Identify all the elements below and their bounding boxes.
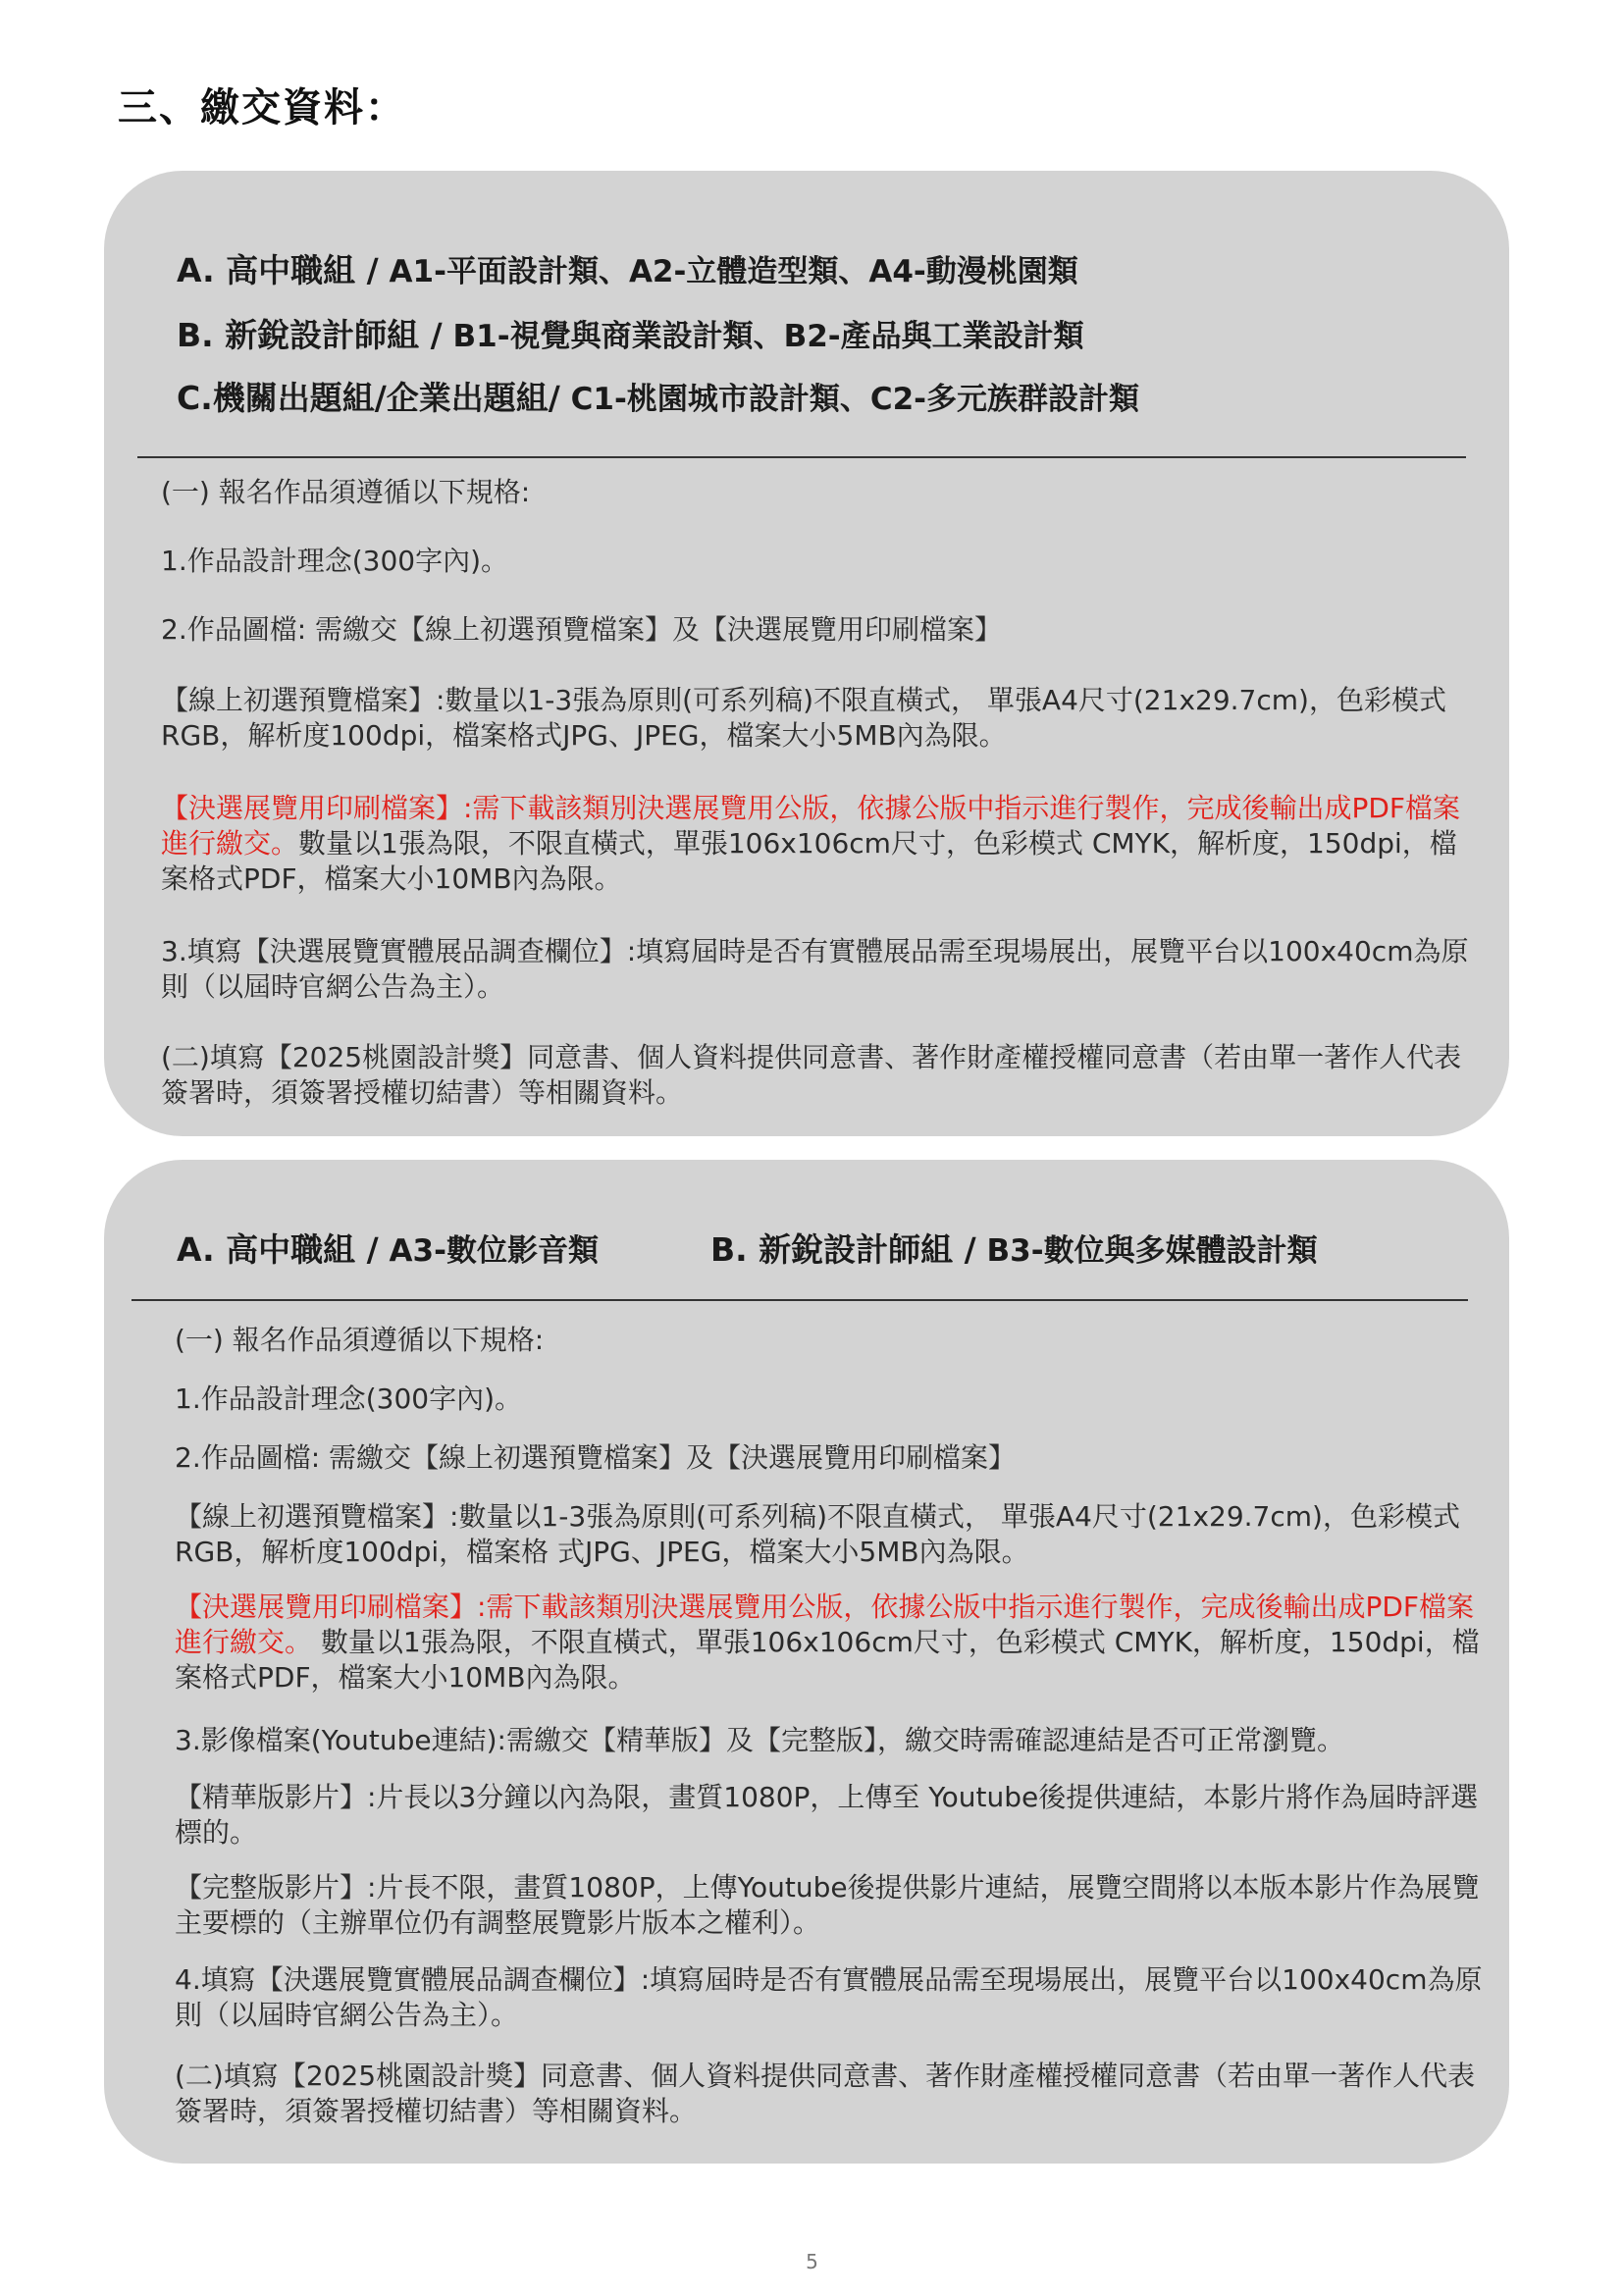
group-c-name: C.機關出題組/企業出題組/ bbox=[177, 379, 560, 417]
page-number: 5 bbox=[806, 2250, 818, 2273]
group-a-categories: A1-平面設計類、A2-立體造型類、A4-動漫桃園類 bbox=[378, 254, 1078, 289]
online-preview-spec: 【線上初選預覽檔案】:數量以1-3張為原則(可系列稿)不限直橫式， 單張A4尺寸(21x29.7cm)，色彩模式RGB，解析度100dpi，檔案格 式JPG、JPEG，檔案大小5MB內為限。 bbox=[175, 1500, 1460, 1568]
online-preview-spec: 【線上初選預覽檔案】:數量以1-3張為原則(可系列稿)不限直橫式， 單張A4尺寸(21x29.7cm)，色彩模式RGB，解析度100dpi，檔案格式JPG、JPEG，檔案大小5MB內為限。 bbox=[161, 684, 1446, 752]
group-b-name: B. 新銳設計師組 / bbox=[710, 1230, 976, 1269]
print-file-spec bbox=[161, 791, 1481, 897]
print-file-details: 數量以1張為限，不限直橫式，單張106x106cm尺寸，色彩模式 CMYK，解析度，150dpi，檔案格式PDF，檔案大小10MB內為限。 bbox=[175, 1626, 1480, 1694]
group-a-header bbox=[177, 245, 1078, 291]
group-a-name: A. 高中職組 / bbox=[177, 1230, 379, 1269]
group-b-categories: B1-視覺與商業設計類、B2-產品與工業設計類 bbox=[442, 319, 1084, 354]
item-consent-forms: (二)填寫【2025桃園設計獎】同意書、個人資料提供同意書、著作財產權授權同意書（若由單一著作人代表簽署時，須簽署授權切結書）等相關資料。 bbox=[175, 2060, 1476, 2127]
group-a-header bbox=[177, 1225, 599, 1271]
print-file-notice: 【決選展覽用印刷檔案】:需下載該類別決選展覽用公版，依據公版中指示進行製作，完成後輸出成PDF檔案進行繳交。 bbox=[175, 1591, 1474, 1658]
group-c-header bbox=[177, 373, 1139, 419]
page-title: 三、繳交資料： bbox=[118, 85, 406, 130]
group-b-name: B. 新銳設計師組 / bbox=[177, 316, 443, 354]
divider bbox=[131, 1299, 1468, 1301]
group-c-categories: C1-桃園城市設計類、C2-多元族群設計類 bbox=[559, 382, 1140, 417]
item-exhibit-survey: 3.填寫【決選展覽實體展品調查欄位】:填寫屆時是否有實體展品需至現場展出，展覽平台以100x40cm為原則（以屆時官網公告為主）。 bbox=[161, 935, 1469, 1003]
item-concept: 1.作品設計理念(300字內)。 bbox=[175, 1383, 523, 1415]
print-file-spec bbox=[175, 1590, 1494, 1696]
item-consent-forms: (二)填寫【2025桃園設計獎】同意書、個人資料提供同意書、著作財產權授權同意書（若由單一著作人代表簽署時，須簽署授權切結書）等相關資料。 bbox=[161, 1041, 1462, 1109]
submission-panel-digital bbox=[104, 1160, 1509, 2164]
item-exhibit-survey: 4.填寫【決選展覽實體展品調查欄位】:填寫屆時是否有實體展品需至現場展出，展覽平台以100x40cm為原則（以屆時官網公告為主）。 bbox=[175, 1963, 1483, 2031]
full-video-spec: 【完整版影片】:片長不限，畫質1080P，上傳Youtube後提供影片連結，展覽空間將以本版本影片作為展覽主要標的（主辦單位仍有調整展覽影片版本之權利）。 bbox=[175, 1871, 1480, 1939]
item-concept: 1.作品設計理念(300字內)。 bbox=[161, 545, 509, 577]
print-file-details: 數量以1張為限，不限直橫式，單張106x106cm尺寸，色彩模式 CMYK，解析度，150dpi，檔案格式PDF，檔案大小10MB內為限。 bbox=[161, 827, 1457, 895]
group-b-categories: B3-數位與多媒體設計類 bbox=[975, 1233, 1318, 1269]
spec-title: (一) 報名作品須遵循以下規格: bbox=[175, 1324, 545, 1356]
spec-title: (一) 報名作品須遵循以下規格: bbox=[161, 476, 531, 508]
group-a-categories: A3-數位影音類 bbox=[378, 1233, 599, 1269]
highlight-video-spec: 【精華版影片】:片長以3分鐘以內為限，畫質1080P，上傳至 Youtube後提供連結，本影片將作為屆時評選標的。 bbox=[175, 1781, 1479, 1849]
print-file-notice: 【決選展覽用印刷檔案】:需下載該類別決選展覽用公版，依據公版中指示進行製作，完成後輸出成PDF檔案進行繳交。 bbox=[161, 792, 1460, 860]
item-image-files: 2.作品圖檔: 需繳交【線上初選預覽檔案】及【決選展覽用印刷檔案】 bbox=[161, 613, 1003, 646]
group-b-header bbox=[177, 310, 1084, 356]
group-a-name: A. 高中職組 / bbox=[177, 251, 379, 289]
group-b-header bbox=[710, 1225, 1318, 1271]
item-video-files: 3.影像檔案(Youtube連結):需繳交【精華版】及【完整版】，繳交時需確認連結是否可正常瀏覽。 bbox=[175, 1724, 1344, 1756]
submission-panel-print bbox=[104, 171, 1509, 1136]
item-image-files: 2.作品圖檔: 需繳交【線上初選預覽檔案】及【決選展覽用印刷檔案】 bbox=[175, 1441, 1017, 1474]
divider bbox=[137, 456, 1466, 458]
